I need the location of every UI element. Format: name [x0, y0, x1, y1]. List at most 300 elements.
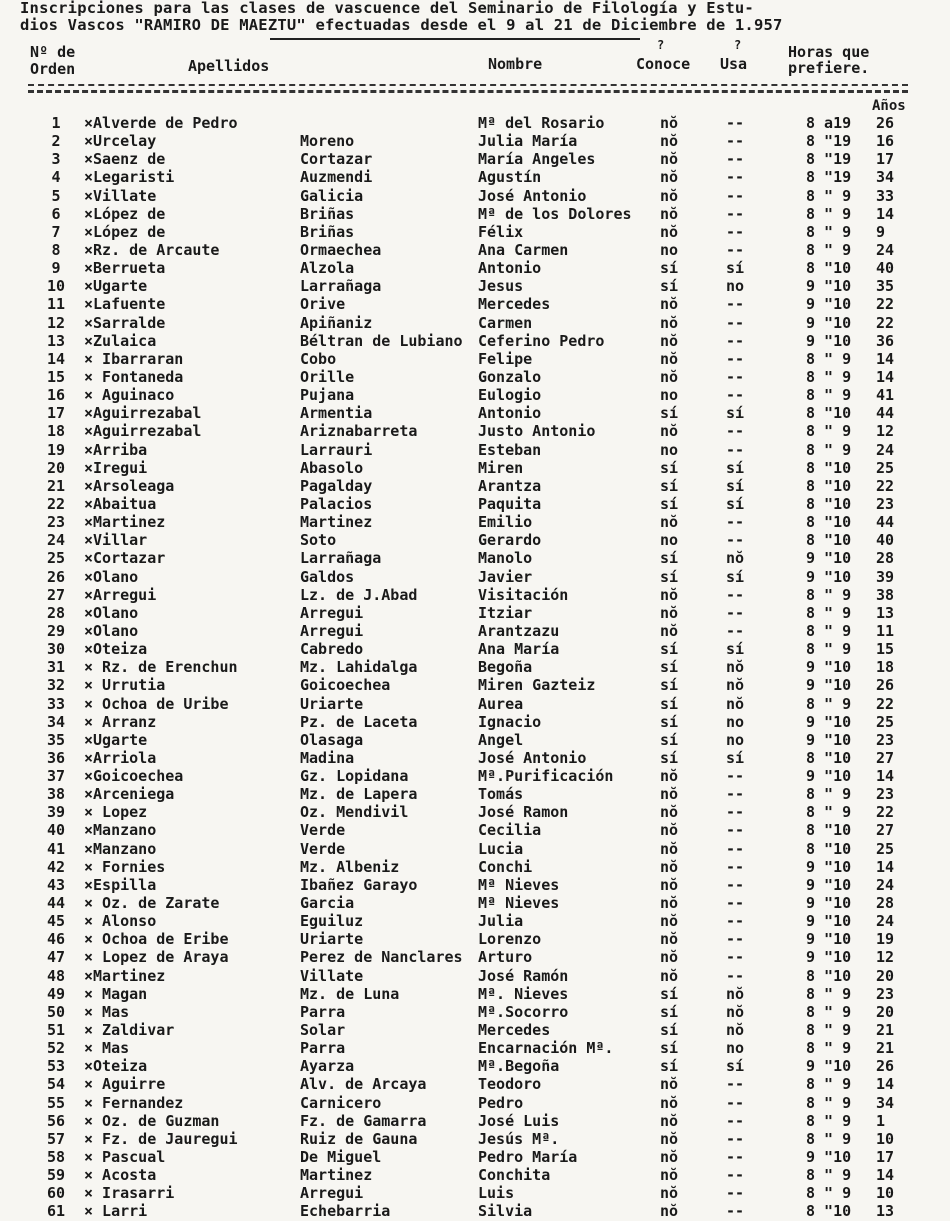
row-number: 41 — [46, 839, 66, 858]
horas-value: 8 "10 — [806, 404, 852, 423]
horas-value: 9 "10 — [806, 295, 852, 314]
horas-value: 9 "10 — [806, 1057, 852, 1076]
edad-value: 21 — [876, 1021, 895, 1040]
conoce-value: sí — [660, 494, 679, 513]
usa-value: -- — [726, 875, 745, 894]
horas-value: 9 "10 — [806, 712, 852, 731]
conoce-value: no — [660, 531, 679, 550]
second-surname: Armentia — [300, 404, 373, 423]
second-surname: Oz. Mendivil — [300, 803, 409, 822]
table-row — [0, 1021, 950, 1039]
table-row — [0, 368, 950, 386]
first-surname: ×Oteiza — [84, 640, 148, 659]
horas-value: 8 "10 — [806, 839, 852, 858]
edad-value: 17 — [876, 150, 895, 169]
given-name: Lucia — [478, 839, 524, 858]
usa-value: -- — [726, 349, 745, 368]
table-row — [0, 459, 950, 477]
horas-value: 8 " 9 — [806, 240, 852, 259]
given-name: Itziar — [478, 603, 533, 622]
second-surname: Pz. de Laceta — [300, 712, 418, 731]
usa-value: sí — [726, 458, 745, 477]
edad-value: 20 — [876, 1002, 895, 1021]
edad-value: 20 — [876, 966, 895, 985]
table-row — [0, 767, 950, 785]
second-surname: Pagalday — [300, 476, 373, 495]
second-surname: Pujana — [300, 386, 355, 405]
row-number: 1 — [51, 114, 61, 132]
second-surname: Moreno — [300, 132, 355, 151]
second-surname: Ariznabarreta — [300, 422, 418, 441]
document-title — [20, 0, 935, 34]
horas-value: 8 "10 — [806, 748, 852, 767]
header-rule-bottom — [28, 90, 908, 93]
horas-value: 8 " 9 — [806, 1021, 852, 1040]
horas-value: 9 "10 — [806, 1148, 852, 1167]
edad-value: 25 — [876, 839, 895, 858]
conoce-value: nŏ — [660, 930, 679, 949]
row-number: 54 — [46, 1075, 66, 1094]
horas-value: 9 "10 — [806, 313, 852, 332]
usa-value: -- — [726, 513, 745, 532]
title-line-1: Inscripciones para las clases de vascuence del Seminario de Filología y Estu- — [20, 0, 754, 17]
given-name: Conchi — [478, 857, 533, 876]
conoce-value: sí — [660, 1039, 679, 1058]
edad-value: 19 — [876, 930, 895, 949]
conoce-value: nŏ — [660, 912, 679, 931]
usa-value: sí — [726, 404, 745, 423]
given-name: Visitación — [478, 585, 569, 604]
horas-value: 8 " 9 — [806, 440, 852, 459]
given-name: José Antonio — [478, 748, 587, 767]
table-row — [0, 658, 950, 676]
usa-value: -- — [726, 948, 745, 967]
horas-value: 8 " 9 — [806, 349, 852, 368]
given-name: Mª. Nieves — [478, 984, 569, 1003]
second-surname: Mz. Albeniz — [300, 857, 400, 876]
horas-value: 9 "10 — [806, 549, 852, 568]
first-surname: × Aguirre — [84, 1075, 166, 1094]
horas-value: 8 "10 — [806, 966, 852, 985]
table-row — [0, 568, 950, 586]
table-row — [0, 150, 950, 168]
conoce-value: nŏ — [660, 839, 679, 858]
usa-value: -- — [726, 1202, 745, 1221]
second-surname: Mz. Lahidalga — [300, 658, 418, 677]
horas-value: 9 "10 — [806, 875, 852, 894]
usa-value: -- — [726, 114, 745, 132]
conoce-value: nŏ — [660, 186, 679, 205]
edad-value: 25 — [876, 712, 895, 731]
edad-value: 24 — [876, 440, 895, 459]
usa-value: -- — [726, 313, 745, 332]
usa-value: -- — [726, 1075, 745, 1094]
table-row — [0, 604, 950, 622]
given-name: Angel — [478, 730, 524, 749]
row-number: 57 — [46, 1129, 66, 1148]
row-number: 31 — [46, 658, 66, 677]
conoce-value: nŏ — [660, 821, 679, 840]
edad-value: 40 — [876, 259, 895, 278]
usa-value: sí — [726, 259, 745, 278]
row-number: 2 — [51, 132, 61, 151]
usa-value: -- — [726, 367, 745, 386]
given-name: Mª del Rosario — [478, 114, 605, 132]
row-number: 60 — [46, 1184, 66, 1203]
second-surname: Arregui — [300, 1184, 364, 1203]
edad-value: 23 — [876, 494, 895, 513]
row-number: 28 — [46, 603, 66, 622]
conoce-value: nŏ — [660, 1111, 679, 1130]
conoce-value: nŏ — [660, 621, 679, 640]
edad-value: 23 — [876, 785, 895, 804]
header-rule-top — [28, 84, 908, 86]
usa-value: sí — [726, 494, 745, 513]
horas-value: 8 "10 — [806, 1202, 852, 1221]
usa-value: -- — [726, 1093, 745, 1112]
conoce-value: nŏ — [660, 767, 679, 786]
horas-value: 8 " 9 — [806, 621, 852, 640]
conoce-value: nŏ — [660, 1202, 679, 1221]
given-name: José Antonio — [478, 186, 587, 205]
row-number: 30 — [46, 640, 66, 659]
given-name: Lorenzo — [478, 930, 542, 949]
conoce-value: nŏ — [660, 1093, 679, 1112]
row-number: 23 — [46, 513, 66, 532]
second-surname: Alv. de Arcaya — [300, 1075, 427, 1094]
given-name: Arantzazu — [478, 621, 560, 640]
usa-value: -- — [726, 132, 745, 151]
edad-value: 12 — [876, 948, 895, 967]
usa-value: nŏ — [726, 658, 745, 677]
given-name: Luis — [478, 1184, 515, 1203]
first-surname: ×Alverde de Pedro — [84, 114, 238, 132]
usa-value: nŏ — [726, 1021, 745, 1040]
given-name: Emilio — [478, 513, 533, 532]
conoce-value: nŏ — [660, 150, 679, 169]
usa-value: -- — [726, 821, 745, 840]
first-surname: × Lopez de Araya — [84, 948, 229, 967]
given-name: Mª de los Dolores — [478, 204, 632, 223]
table-row — [0, 640, 950, 658]
row-number: 15 — [46, 367, 66, 386]
row-number: 43 — [46, 875, 66, 894]
table-row — [0, 1202, 950, 1220]
given-name: Miren Gazteiz — [478, 676, 596, 695]
second-surname: Alzola — [300, 259, 355, 278]
second-surname: Garcia — [300, 894, 355, 913]
given-name: Mª Nieves — [478, 894, 560, 913]
row-number: 21 — [46, 476, 66, 495]
conoce-value: nŏ — [660, 168, 679, 187]
second-surname: Galicia — [300, 186, 364, 205]
table-row — [0, 586, 950, 604]
second-surname: Arregui — [300, 603, 364, 622]
given-name: María Angeles — [478, 150, 596, 169]
first-surname: × Fontaneda — [84, 367, 184, 386]
first-surname: ×Berrueta — [84, 259, 166, 278]
second-surname: Cabredo — [300, 640, 364, 659]
usa-value: -- — [726, 295, 745, 314]
second-surname: Carnicero — [300, 1093, 382, 1112]
conoce-value: sí — [660, 1002, 679, 1021]
table-row — [0, 676, 950, 694]
first-surname: ×Sarralde — [84, 313, 166, 332]
conoce-value: nŏ — [660, 222, 679, 241]
header-orden: Nº de Orden — [30, 43, 76, 78]
horas-value: 8 " 9 — [806, 186, 852, 205]
row-number: 33 — [46, 694, 66, 713]
first-surname: ×Aguirrezabal — [84, 404, 202, 423]
horas-value: 8 " 9 — [806, 984, 852, 1003]
edad-value: 14 — [876, 1166, 895, 1185]
edad-value: 1 — [876, 1111, 886, 1130]
usa-value: no — [726, 277, 745, 296]
row-number: 49 — [46, 984, 66, 1003]
usa-value: nŏ — [726, 549, 745, 568]
table-row — [0, 168, 950, 186]
table-row — [0, 1003, 950, 1021]
row-number: 6 — [51, 204, 61, 223]
given-name: Julia — [478, 912, 524, 931]
horas-value: 8 " 9 — [806, 1129, 852, 1148]
horas-value: 8 " 9 — [806, 222, 852, 241]
second-surname: Uriarte — [300, 694, 364, 713]
first-surname: ×Aguirrezabal — [84, 422, 202, 441]
edad-value: 12 — [876, 422, 895, 441]
horas-value: 8 " 9 — [806, 585, 852, 604]
header-usa-mark: ? — [734, 38, 742, 52]
header-anos: Años — [872, 98, 906, 114]
edad-value: 10 — [876, 1129, 895, 1148]
row-number: 56 — [46, 1111, 66, 1130]
edad-value: 34 — [876, 1093, 895, 1112]
conoce-value: nŏ — [660, 513, 679, 532]
table-row — [0, 187, 950, 205]
first-surname: × Arranz — [84, 712, 157, 731]
table-row — [0, 549, 950, 567]
table-row — [0, 277, 950, 295]
usa-value: -- — [726, 331, 745, 350]
conoce-value: nŏ — [660, 894, 679, 913]
second-surname: Echebarria — [300, 1202, 391, 1221]
conoce-value: sí — [660, 259, 679, 278]
row-number: 12 — [46, 313, 66, 332]
given-name: Gonzalo — [478, 367, 542, 386]
table-row — [0, 1075, 950, 1093]
edad-value: 13 — [876, 1202, 895, 1221]
usa-value: -- — [726, 186, 745, 205]
first-surname: × Ochoa de Eribe — [84, 930, 229, 949]
row-number: 3 — [51, 150, 61, 169]
conoce-value: no — [660, 240, 679, 259]
usa-value: nŏ — [726, 984, 745, 1003]
second-surname: Abasolo — [300, 458, 364, 477]
conoce-value: sí — [660, 1057, 679, 1076]
first-surname: ×Manzano — [84, 821, 157, 840]
given-name: Carmen — [478, 313, 533, 332]
given-name: Mª.Purificación — [478, 767, 614, 786]
second-surname: Cobo — [300, 349, 337, 368]
edad-value: 24 — [876, 240, 895, 259]
table-row — [0, 821, 950, 839]
edad-value: 24 — [876, 875, 895, 894]
second-surname: Lz. de J.Abad — [300, 585, 418, 604]
row-number: 46 — [46, 930, 66, 949]
horas-value: 9 "10 — [806, 857, 852, 876]
table-row — [0, 858, 950, 876]
horas-value: 8 "10 — [806, 259, 852, 278]
edad-value: 16 — [876, 132, 895, 151]
first-surname: × Oz. de Guzman — [84, 1111, 220, 1130]
row-number: 44 — [46, 894, 66, 913]
conoce-value: nŏ — [660, 204, 679, 223]
registration-table — [0, 114, 950, 1221]
second-surname: Perez de Nanclares — [300, 948, 463, 967]
first-surname: ×López de — [84, 204, 166, 223]
usa-value: no — [726, 712, 745, 731]
table-row — [0, 132, 950, 150]
first-surname: × Fz. de Jauregui — [84, 1129, 238, 1148]
horas-value: 9 "10 — [806, 930, 852, 949]
given-name: Pedro María — [478, 1148, 578, 1167]
conoce-value: nŏ — [660, 114, 679, 132]
given-name: Ana Carmen — [478, 240, 569, 259]
usa-value: -- — [726, 857, 745, 876]
edad-value: 26 — [876, 1057, 895, 1076]
usa-value: sí — [726, 1057, 745, 1076]
conoce-value: nŏ — [660, 313, 679, 332]
second-surname: Larrañaga — [300, 277, 382, 296]
horas-value: 8 " 9 — [806, 367, 852, 386]
edad-value: 14 — [876, 857, 895, 876]
row-number: 39 — [46, 803, 66, 822]
edad-value: 28 — [876, 549, 895, 568]
conoce-value: sí — [660, 404, 679, 423]
row-number: 58 — [46, 1148, 66, 1167]
given-name: Eulogio — [478, 386, 542, 405]
table-row — [0, 803, 950, 821]
edad-value: 14 — [876, 204, 895, 223]
table-row — [0, 1094, 950, 1112]
row-number: 4 — [51, 168, 61, 187]
table-row — [0, 622, 950, 640]
given-name: Miren — [478, 458, 524, 477]
table-row — [0, 295, 950, 313]
second-surname: Ibañez Garayo — [300, 875, 418, 894]
edad-value: 36 — [876, 331, 895, 350]
row-number: 22 — [46, 494, 66, 513]
horas-value: 8 " 9 — [806, 1002, 852, 1021]
row-number: 25 — [46, 549, 66, 568]
given-name: Félix — [478, 222, 524, 241]
horas-value: 9 "10 — [806, 676, 852, 695]
given-name: Arantza — [478, 476, 542, 495]
conoce-value: nŏ — [660, 803, 679, 822]
edad-value: 22 — [876, 313, 895, 332]
edad-value: 26 — [876, 114, 895, 132]
horas-value: 8 " 9 — [806, 694, 852, 713]
conoce-value: sí — [660, 984, 679, 1003]
given-name: Silvia — [478, 1202, 533, 1221]
edad-value: 11 — [876, 621, 895, 640]
conoce-value: nŏ — [660, 1129, 679, 1148]
given-name: Gerardo — [478, 531, 542, 550]
row-number: 7 — [51, 222, 61, 241]
usa-value: -- — [726, 168, 745, 187]
edad-value: 25 — [876, 458, 895, 477]
edad-value: 41 — [876, 386, 895, 405]
horas-value: 8 " 9 — [806, 1166, 852, 1185]
edad-value: 22 — [876, 694, 895, 713]
row-number: 52 — [46, 1039, 66, 1058]
conoce-value: sí — [660, 640, 679, 659]
given-name: Mª.Begoña — [478, 1057, 560, 1076]
edad-value: 39 — [876, 567, 895, 586]
header-apellidos: Apellidos — [188, 57, 270, 75]
row-number: 45 — [46, 912, 66, 931]
row-number: 59 — [46, 1166, 66, 1185]
second-surname: Briñas — [300, 222, 355, 241]
edad-value: 27 — [876, 821, 895, 840]
conoce-value: sí — [660, 549, 679, 568]
second-surname: Mz. de Luna — [300, 984, 400, 1003]
table-row — [0, 1130, 950, 1148]
second-surname: Apiñaniz — [300, 313, 373, 332]
edad-value: 24 — [876, 912, 895, 931]
second-surname: Parra — [300, 1002, 346, 1021]
table-row — [0, 1057, 950, 1075]
table-row — [0, 477, 950, 495]
first-surname: × Irasarri — [84, 1184, 175, 1203]
row-number: 5 — [51, 186, 61, 205]
row-number: 50 — [46, 1002, 66, 1021]
row-number: 36 — [46, 748, 66, 767]
horas-value: 8 "10 — [806, 494, 852, 513]
first-surname: ×Ugarte — [84, 730, 148, 749]
horas-value: 8 "10 — [806, 458, 852, 477]
edad-value: 10 — [876, 1184, 895, 1203]
header-horas: Horas que prefiere. — [788, 43, 870, 77]
conoce-value: sí — [660, 676, 679, 695]
second-surname: Galdos — [300, 567, 355, 586]
edad-value: 14 — [876, 349, 895, 368]
horas-value: 8 "10 — [806, 476, 852, 495]
horas-value: 8 "10 — [806, 513, 852, 532]
usa-value: -- — [726, 839, 745, 858]
second-surname: Fz. de Gamarra — [300, 1111, 427, 1130]
row-number: 20 — [46, 458, 66, 477]
usa-value: -- — [726, 621, 745, 640]
usa-value: sí — [726, 476, 745, 495]
given-name: Paquita — [478, 494, 542, 513]
first-surname: ×Arsoleaga — [84, 476, 175, 495]
row-number: 13 — [46, 331, 66, 350]
conoce-value: nŏ — [660, 349, 679, 368]
row-number: 55 — [46, 1093, 66, 1112]
row-number: 11 — [46, 295, 66, 314]
first-surname: ×Arriola — [84, 748, 157, 767]
second-surname: Uriarte — [300, 930, 364, 949]
usa-value: -- — [726, 894, 745, 913]
row-number: 37 — [46, 767, 66, 786]
conoce-value: nŏ — [660, 295, 679, 314]
horas-value: 8 "10 — [806, 821, 852, 840]
first-surname: × Mas — [84, 1039, 130, 1058]
edad-value: 33 — [876, 186, 895, 205]
first-surname: ×Villar — [84, 531, 148, 550]
first-surname: ×Espilla — [84, 875, 157, 894]
